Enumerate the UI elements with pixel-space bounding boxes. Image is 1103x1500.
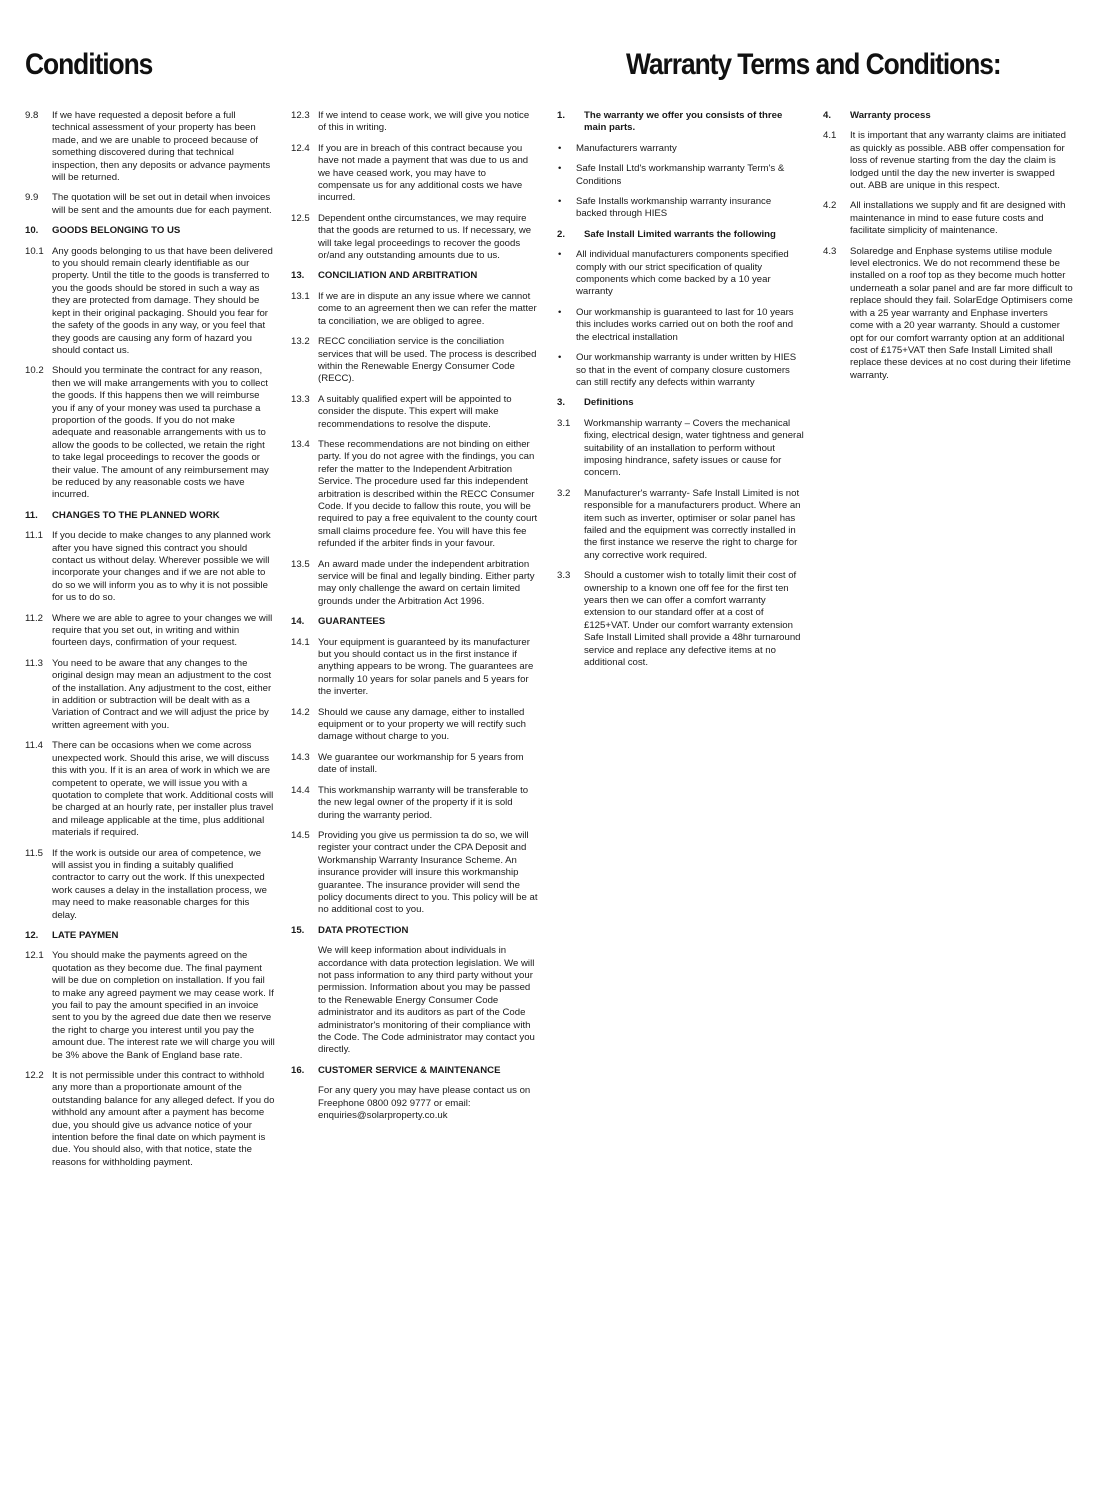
clause-item bbox=[291, 143, 538, 205]
clause-item bbox=[25, 950, 275, 1062]
clause-text: An award made under the independent arbitration service will be final and legally binding. Either party may only challenge the award on certain limited grounds under the Arbitration Act 1996. bbox=[318, 558, 535, 607]
clause-text: Where we are able to agree to your changes we will require that you set out, in writing and within fourteen days, confirmation of your request. bbox=[52, 612, 273, 649]
clause-item bbox=[557, 488, 804, 562]
bullet-icon: • bbox=[558, 249, 562, 261]
bullet-item bbox=[557, 163, 804, 188]
bullet-icon: • bbox=[558, 142, 562, 154]
clause-text: All individual manufacturers components specified comply with our strict specification of quality components which come backed by a 10 year warranty bbox=[576, 249, 789, 298]
section-heading bbox=[291, 616, 538, 628]
clause-number: 13.4 bbox=[291, 438, 310, 450]
clause-number: 14.4 bbox=[291, 784, 310, 796]
clause-text: RECC conciliation service is the conciliation services that will be used. The process is described within the Renewable Energy Consumer Code (RECC). bbox=[318, 336, 537, 385]
clause-number: 3. bbox=[557, 397, 566, 409]
section-heading-text: CHANGES TO THE PLANNED WORK bbox=[52, 509, 220, 521]
column-warranty-1 bbox=[557, 110, 804, 677]
clause-item bbox=[25, 246, 275, 358]
clause-number: 11.1 bbox=[25, 530, 43, 542]
clause-number: 11.3 bbox=[25, 657, 43, 669]
clause-number: 12. bbox=[25, 929, 39, 941]
clause-text: These recommendations are not binding on either party. If you do not agree with the findings, you can refer the matter to the Independent Arbitration Service. The procedure used far this independent arbitration is described within the RECC Consumer Code. If you decide to fallow this route, you will be required to pay a free equivalent to the county court small claims procedure fee. You will have this fee refunded if the arbiter finds in your favour. bbox=[318, 438, 538, 550]
section-heading-text: DATA PROTECTION bbox=[318, 924, 409, 936]
clause-text: Your equipment is guaranteed by its manufacturer but you should contact us in the first instance if anything appears to be wrong. The guarantees are normally 10 years for solar panels and 5 years for the inverter. bbox=[318, 636, 534, 698]
clause-item bbox=[25, 1070, 275, 1169]
section-heading-text: Safe Install Limited warrants the following bbox=[584, 228, 776, 240]
bullet-icon: • bbox=[558, 163, 562, 175]
clause-number: 12.5 bbox=[291, 212, 310, 224]
clause-number: 2. bbox=[557, 228, 566, 240]
section-heading-text: GUARANTEES bbox=[318, 616, 386, 628]
clause-item bbox=[291, 213, 538, 263]
clause-number: 12.2 bbox=[25, 1070, 44, 1082]
clause-item bbox=[291, 637, 538, 699]
clause-text: Workmanship warranty – Covers the mechanical fixing, electrical design, water tightness and general suitability of an installation to perform without imposing hindrance, safety issues or cause for concern. bbox=[584, 417, 804, 479]
clause-number: 11.5 bbox=[25, 847, 43, 859]
column-warranty-2 bbox=[823, 110, 1073, 390]
clause-number: 3.3 bbox=[557, 570, 571, 582]
clause-item bbox=[291, 752, 538, 777]
clause-item bbox=[291, 110, 538, 135]
page-title-conditions: Conditions bbox=[25, 48, 153, 81]
section-heading-text: CONCILIATION AND ARBITRATION bbox=[318, 270, 478, 282]
bullet-item bbox=[557, 196, 804, 221]
clause-text: Dependent onthe circumstances, we may require that the goods are returned to us. If necessary, we will take legal proceedings to recover the goods or/and any outstanding amounts due to us. bbox=[318, 212, 532, 262]
clause-item bbox=[291, 439, 538, 551]
clause-text: If we intend to cease work, we will give you notice of this in writing. bbox=[318, 110, 530, 134]
clause-item bbox=[823, 246, 1073, 382]
clause-number: 4.2 bbox=[823, 200, 837, 212]
clause-number: 9.8 bbox=[25, 110, 39, 121]
clause-number: 10.2 bbox=[25, 365, 44, 377]
section-heading bbox=[25, 225, 275, 237]
clause-item bbox=[291, 394, 538, 431]
clause-item bbox=[25, 658, 275, 732]
clause-item bbox=[25, 848, 275, 922]
clause-text: If we are in dispute an any issue where we cannot come to an agreement then we can refer the matter ta conciliation, we are obliged to agree. bbox=[318, 290, 537, 327]
clause-number: 11.2 bbox=[25, 612, 43, 624]
section-heading bbox=[823, 110, 1073, 122]
clause-number: 13.1 bbox=[291, 290, 310, 302]
clause-number: 1. bbox=[557, 110, 566, 121]
column-conditions-1 bbox=[25, 110, 275, 1177]
bullet-item bbox=[557, 352, 804, 389]
clause-item bbox=[823, 130, 1073, 192]
clause-number: 3.1 bbox=[557, 417, 571, 429]
clause-text: Should a customer wish to totally limit their cost of ownership to a known one off fee for the first ten years then we can offer a comfort warranty extension to our standard offer at a cost of £125+VAT. Under our comfort warranty extension Safe Install Limited shall provide a 48hr turnaround service and replace any defective items at no additional cost. bbox=[584, 570, 801, 669]
clause-item bbox=[291, 785, 538, 822]
clause-text: Any goods belonging to us that have been delivered to you should remain clearly identifiable as our property. Until the title to the goods is transferred to you the goods should be stored in such a way as they are protected from damage. They should be kept in their original packaging. Should you fear for the safety of the goods in any way, or you feel that they goods are causing any form of hazard you should contact us. bbox=[52, 245, 273, 356]
clause-number: 14.3 bbox=[291, 751, 310, 763]
clause-number: 16. bbox=[291, 1064, 305, 1076]
clause-text: Safe Installs workmanship warranty insurance backed through HIES bbox=[576, 196, 772, 220]
clause-text: It is important that any warranty claims are initiated as quickly as possible. ABB offer compensation for loss of revenue starting from the day the claim is lodged until the day the new inverter is swapped out. ABB are unique in this respect. bbox=[850, 130, 1066, 192]
section-heading-text: GOODS BELONGING TO US bbox=[52, 225, 181, 237]
clause-text: Providing you give us permission ta do so, we will register your contract under the CPA Deposit and Workmanship Warranty Insurance Scheme. An insurance provider will insure this workmanship guarantee. The insurance provider will send the policy documents direct to you. This policy will be at no additional cost to you. bbox=[318, 829, 538, 916]
bullet-item bbox=[557, 307, 804, 344]
clause-text: Manufacturers warranty bbox=[576, 142, 677, 154]
bullet-icon: • bbox=[558, 196, 562, 208]
section-heading bbox=[557, 397, 804, 409]
clause-text: We guarantee our workmanship for 5 years from date of install. bbox=[318, 751, 524, 776]
clause-text: Should you terminate the contract for any reason, then we will make arrangements with you to collect the goods. If this happens then we will reimburse you if any of your money was used ta purchase a proportion of the goods. If you do not make adequate and reasonable arrangements with us to allow the goods to be collected, we retain the right to take legal proceedings to recover the goods or their value. The amount of any reimbursement may be reduced by any reasonable costs we have incurred. bbox=[52, 365, 269, 501]
clause-text: All installations we supply and fit are designed with maintenance in mind to ease future costs and facilitate simplicity of maintenance. bbox=[850, 200, 1066, 237]
paragraph: We will keep information about individuals in accordance with data protection legislation. We will not pass information to any third party without your permission. Information about you may be passed to the Renewable Energy Consumer Code administrator and its auditors as part of the Code administrator's monitoring of their compliance with the Code. The Code administrator may contact you directly. bbox=[318, 945, 535, 1056]
clause-number: 13.5 bbox=[291, 558, 310, 570]
section-heading-text: Definitions bbox=[584, 397, 634, 409]
clause-text: If we have requested a deposit before a full technical assessment of your property has been made, and we are unable to proceed because of something discovered during that technical inspection, then any deposits or advance payments will be returned. bbox=[52, 110, 271, 184]
clause-number: 12.4 bbox=[291, 142, 310, 154]
clause-number: 4.1 bbox=[823, 130, 837, 142]
clause-item bbox=[25, 192, 275, 217]
paragraph: For any query you may have please contact us on Freephone 0800 092 9777 or email: enquiries@solarproperty.co.uk bbox=[318, 1085, 531, 1122]
clause-number: 11. bbox=[25, 509, 38, 521]
clause-text: Should we cause any damage, either to installed equipment or to your property we will rectify such damage without charge to you. bbox=[318, 706, 526, 743]
clause-text: You need to be aware that any changes to the original design may mean an adjustment to the cost of the installation. Any adjustment to the cost, either in addition or subtraction will be dealt with as a Variation of Contract and we will adjust the price by written agreement with you. bbox=[52, 657, 272, 731]
clause-text: Our workmanship is guaranteed to last for 10 years this includes works carried out on both the roof and the electrical installation bbox=[576, 306, 794, 343]
bullet-icon: • bbox=[558, 352, 562, 364]
clause-number: 14.5 bbox=[291, 829, 310, 841]
section-heading bbox=[291, 925, 538, 937]
section-heading bbox=[291, 270, 538, 282]
clause-number: 14. bbox=[291, 616, 305, 628]
clause-text: Manufacturer's warranty- Safe Install Limited is not responsible for a manufacturers product. Where an item such as inverter, optimiser or solar panel has failed and the equipment was correctly installed in the first instance we reserve the right to charge for any corrective work required. bbox=[584, 487, 801, 561]
section-heading-text: The warranty we offer you consists of three main parts. bbox=[584, 110, 783, 134]
clause-number: 13.3 bbox=[291, 393, 310, 405]
section-heading bbox=[25, 510, 275, 522]
clause-text: The quotation will be set out in detail when invoices will be sent and the amounts due for each payment. bbox=[52, 192, 272, 216]
clause-number: 10. bbox=[25, 225, 39, 237]
section-heading bbox=[557, 110, 804, 135]
clause-number: 9.9 bbox=[25, 192, 39, 204]
section-heading-text: CUSTOMER SERVICE & MAINTENANCE bbox=[318, 1064, 501, 1076]
clause-number: 14.1 bbox=[291, 636, 310, 648]
clause-text: Safe Install Ltd's workmanship warranty Term's & Conditions bbox=[576, 163, 785, 187]
clause-item bbox=[291, 559, 538, 609]
section-heading-text: LATE PAYMEN bbox=[52, 929, 119, 941]
clause-number: 4. bbox=[823, 110, 832, 121]
clause-number: 4.3 bbox=[823, 245, 837, 257]
clause-item bbox=[25, 530, 275, 604]
bullet-icon: • bbox=[558, 306, 562, 318]
clause-number: 15. bbox=[291, 924, 305, 936]
clause-number: 13.2 bbox=[291, 336, 310, 348]
clause-text: A suitably qualified expert will be appointed to consider the dispute. This expert will make recommendations to resolve the dispute. bbox=[318, 393, 512, 430]
clause-text: If you decide to make changes to any planned work after you have signed this contract you should contact us without delay. Wherever possible we will incorporate your changes and if we are not able to do so we will inform you as to why it is not possible for us to do so. bbox=[52, 530, 271, 604]
clause-text: Our workmanship warranty is under written by HIES so that in the event of company closure customers can still rectify any defects within warranty bbox=[576, 352, 797, 388]
clause-text: This workmanship warranty will be transferable to the new legal owner of the property if it is sold during the warranty period. bbox=[318, 784, 529, 821]
clause-text: It is not permissible under this contract to withhold any more than a proportionate amount of the outstanding balance for any alleged defect. If you do withhold any amount after a payment has become due, you should give us advance notice of your intention before the final date on which payment is due. You should also, with that notice, state the reasons for withholding payment. bbox=[52, 1070, 275, 1168]
section-heading-text: Warranty process bbox=[850, 110, 931, 121]
clause-number: 12.1 bbox=[25, 950, 44, 962]
clause-item bbox=[25, 740, 275, 839]
clause-text: Solaredge and Enphase systems utilise module level electronics. We do not recommend these be installed on a roof top as they become much hotter underneath a solar panel and are far more difficult to replace should they fail. SolarEdge Optimisers come with a 25 year warranty and Enphase inverters come with a 20 year warranty. Should a customer opt for our comfort warranty option at an additional cost of £175+VAT then Safe Install Limited shall replace these devices at no cost during their lifetime warranty. bbox=[850, 245, 1073, 381]
section-heading bbox=[291, 1065, 538, 1077]
clause-item bbox=[291, 291, 538, 328]
page-title-warranty: Warranty Terms and Conditions: bbox=[626, 48, 1001, 81]
clause-number: 12.3 bbox=[291, 110, 310, 121]
clause-text: There can be occasions when we come across unexpected work. Should this arise, we will discuss this with you. If it is an area of work in which we are competent to operate, we will issue you with a quotation to complete that work. Additional costs will be charged at an hourly rate, per installer plus travel and mileage applicable at the time, plus additional materials if required. bbox=[52, 740, 274, 839]
column-conditions-2 bbox=[291, 110, 538, 1130]
clause-number: 11.4 bbox=[25, 740, 43, 752]
bullet-item bbox=[557, 143, 804, 155]
clause-text: You should make the payments agreed on the quotation as they become due. The final payment will be due on completion on installation. If you fail to make any agreed payment we may cease work. If you fail to pay the amount specified in an invoice sent to you by the agreed due date then we reserve the right to charge you interest until you pay the amount due. The interest rate we will charge you will be 3% above the Bank of England base rate. bbox=[52, 950, 275, 1061]
clause-number: 14.2 bbox=[291, 706, 310, 718]
section-heading bbox=[557, 229, 804, 241]
section-heading bbox=[25, 930, 275, 942]
clause-text: If you are in breach of this contract because you have not made a payment that was due to us and we have ceased work, you may have to compensate us for any additional costs we have incurred. bbox=[318, 142, 529, 204]
clause-item bbox=[25, 365, 275, 501]
clause-text: If the work is outside our area of competence, we will assist you in finding a suitably qualified contractor to carry out the work. If this unexpected work causes a delay in the installation process, we may need to make reasonable charges for this delay. bbox=[52, 847, 267, 921]
clause-number: 13. bbox=[291, 270, 305, 282]
bullet-item bbox=[557, 249, 804, 299]
clause-item bbox=[291, 830, 538, 917]
clause-item bbox=[557, 570, 804, 669]
clause-item bbox=[557, 418, 804, 480]
clause-item bbox=[25, 110, 275, 184]
clause-number: 3.2 bbox=[557, 487, 571, 499]
clause-item bbox=[291, 707, 538, 744]
clause-item bbox=[823, 200, 1073, 237]
clause-number: 10.1 bbox=[25, 245, 44, 257]
clause-item bbox=[25, 613, 275, 650]
clause-item bbox=[291, 336, 538, 386]
